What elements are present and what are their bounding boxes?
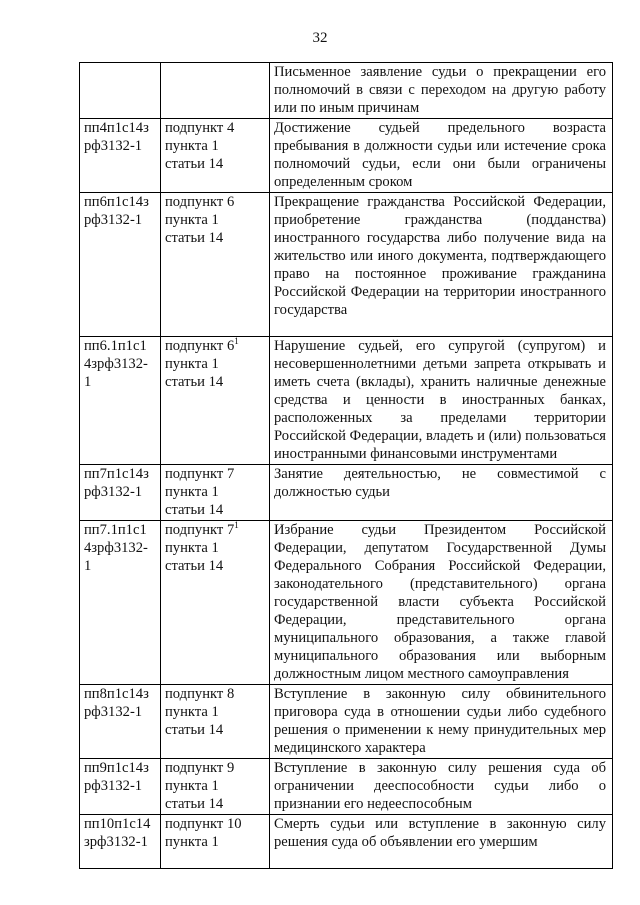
reference-cell: [161, 465, 270, 521]
reference-line: пункта 1: [165, 540, 219, 556]
reference-line: статьи 14: [165, 722, 224, 738]
reference-cell: [161, 759, 270, 815]
description-cell: Вступление в законную силу решения суда об ограничении дееспособности судьи либо о признании его недееспособным: [270, 759, 613, 815]
reference-cell: [161, 685, 270, 759]
description-cell: Достижение судьей предельного возраста пребывания в должности судьи или истечение срока полномочий судьи, если они были ограничены определенным сроком: [270, 119, 613, 193]
reference-line: подпункт 9: [165, 760, 235, 776]
reference-line: статьи 14: [165, 796, 224, 812]
table-row: [80, 815, 613, 869]
table-row: [80, 685, 613, 759]
reference-line: подпункт 4: [165, 120, 235, 136]
reference-line: подпункт $7^1$: [165, 520, 239, 538]
reference-cell: [161, 337, 270, 465]
reference-line: статьи 14: [165, 502, 224, 518]
reference-line: подпункт $6^1$: [165, 336, 239, 354]
code-cell: пп7п1с14з рф3132-1: [80, 465, 161, 521]
code-cell: пп4п1с14з рф3132-1: [80, 119, 161, 193]
table-row: [80, 759, 613, 815]
reference-cell: [161, 521, 270, 685]
reference-line: статьи 14: [165, 230, 224, 246]
reference-superscript: 1: [234, 520, 239, 531]
description-cell: Занятие деятельностью, не совместимой с должностью судьи: [270, 465, 613, 521]
reference-line: подпункт 8: [165, 686, 235, 702]
reference-line: подпункт 10: [165, 816, 242, 832]
reference-line: пункта 1: [165, 778, 219, 794]
table-row: [80, 63, 613, 119]
code-cell: пп10п1с14 зрф3132-1: [80, 815, 161, 869]
code-cell: пп6.1п1с1 4зрф3132- 1: [80, 337, 161, 465]
reference-line: статьи 14: [165, 558, 224, 574]
reference-cell: [161, 63, 270, 119]
table-row: [80, 193, 613, 337]
table-row: [80, 521, 613, 685]
reference-line: пункта 1: [165, 138, 219, 154]
reference-line: пункта 1: [165, 356, 219, 372]
reference-line: статьи 14: [165, 156, 224, 172]
reference-line: статьи 14: [165, 374, 224, 390]
code-cell: пп8п1с14з рф3132-1: [80, 685, 161, 759]
table-row: [80, 465, 613, 521]
description-cell: Письменное заявление судьи о прекращении его полномочий в связи с переходом на другую работу или по иным причинам: [270, 63, 613, 119]
code-cell: [80, 63, 161, 119]
page-number: 32: [312, 30, 328, 46]
reference-line: подпункт 7: [165, 466, 235, 482]
description-cell: Вступление в законную силу обвинительного приговора суда в отношении судьи либо судебного решения о применении к нему принудительных мер медицинского характера: [270, 685, 613, 759]
table-row: [80, 337, 613, 465]
code-cell: пп9п1с14з рф3132-1: [80, 759, 161, 815]
reference-cell: [161, 119, 270, 193]
reference-cell: [161, 815, 270, 869]
reference-line: пункта 1: [165, 704, 219, 720]
reference-line: пункта 1: [165, 212, 219, 228]
description-cell: Смерть судьи или вступление в законную силу решения суда об объявлении его умершим: [270, 815, 613, 869]
code-cell: пп6п1с14з рф3132-1: [80, 193, 161, 337]
reference-cell: [161, 193, 270, 337]
reference-line: подпункт 6: [165, 194, 235, 210]
description-cell: Нарушение судьей, его супругой (супругом) и несовершеннолетними детьми запрета открывать и иметь счета (вклады), хранить наличные денежные средства и ценности в иностранных банках, расположенных за пределами территории Российской Федерации, владеть и (или) пользоваться иностранными финансовыми инструментами: [270, 337, 613, 465]
reference-line: пункта 1: [165, 834, 219, 850]
reference-line: пункта 1: [165, 484, 219, 500]
code-cell: пп7.1п1с1 4зрф3132- 1: [80, 521, 161, 685]
description-cell: Избрание судьи Президентом Российской Федерации, депутатом Государственной Думы Федерального Собрания Российской Федерации, законодательного (представительного) органа государственной власти субъекта Российской Федерации, представительного органа муниципального образования, а также главой муниципального образования или выборным должностным лицом местного самоуправления: [270, 521, 613, 685]
table-row: [80, 119, 613, 193]
reference-superscript: 1: [234, 336, 239, 347]
description-cell: Прекращение гражданства Российской Федерации, приобретение гражданства (подданства) иностранного государства либо получение вида на жительство или иного документа, подтверждающего право на постоянное проживание гражданина Российской Федерации на территории иностранного государства: [270, 193, 613, 337]
norms-table: [79, 62, 613, 869]
table-body: [80, 63, 613, 869]
